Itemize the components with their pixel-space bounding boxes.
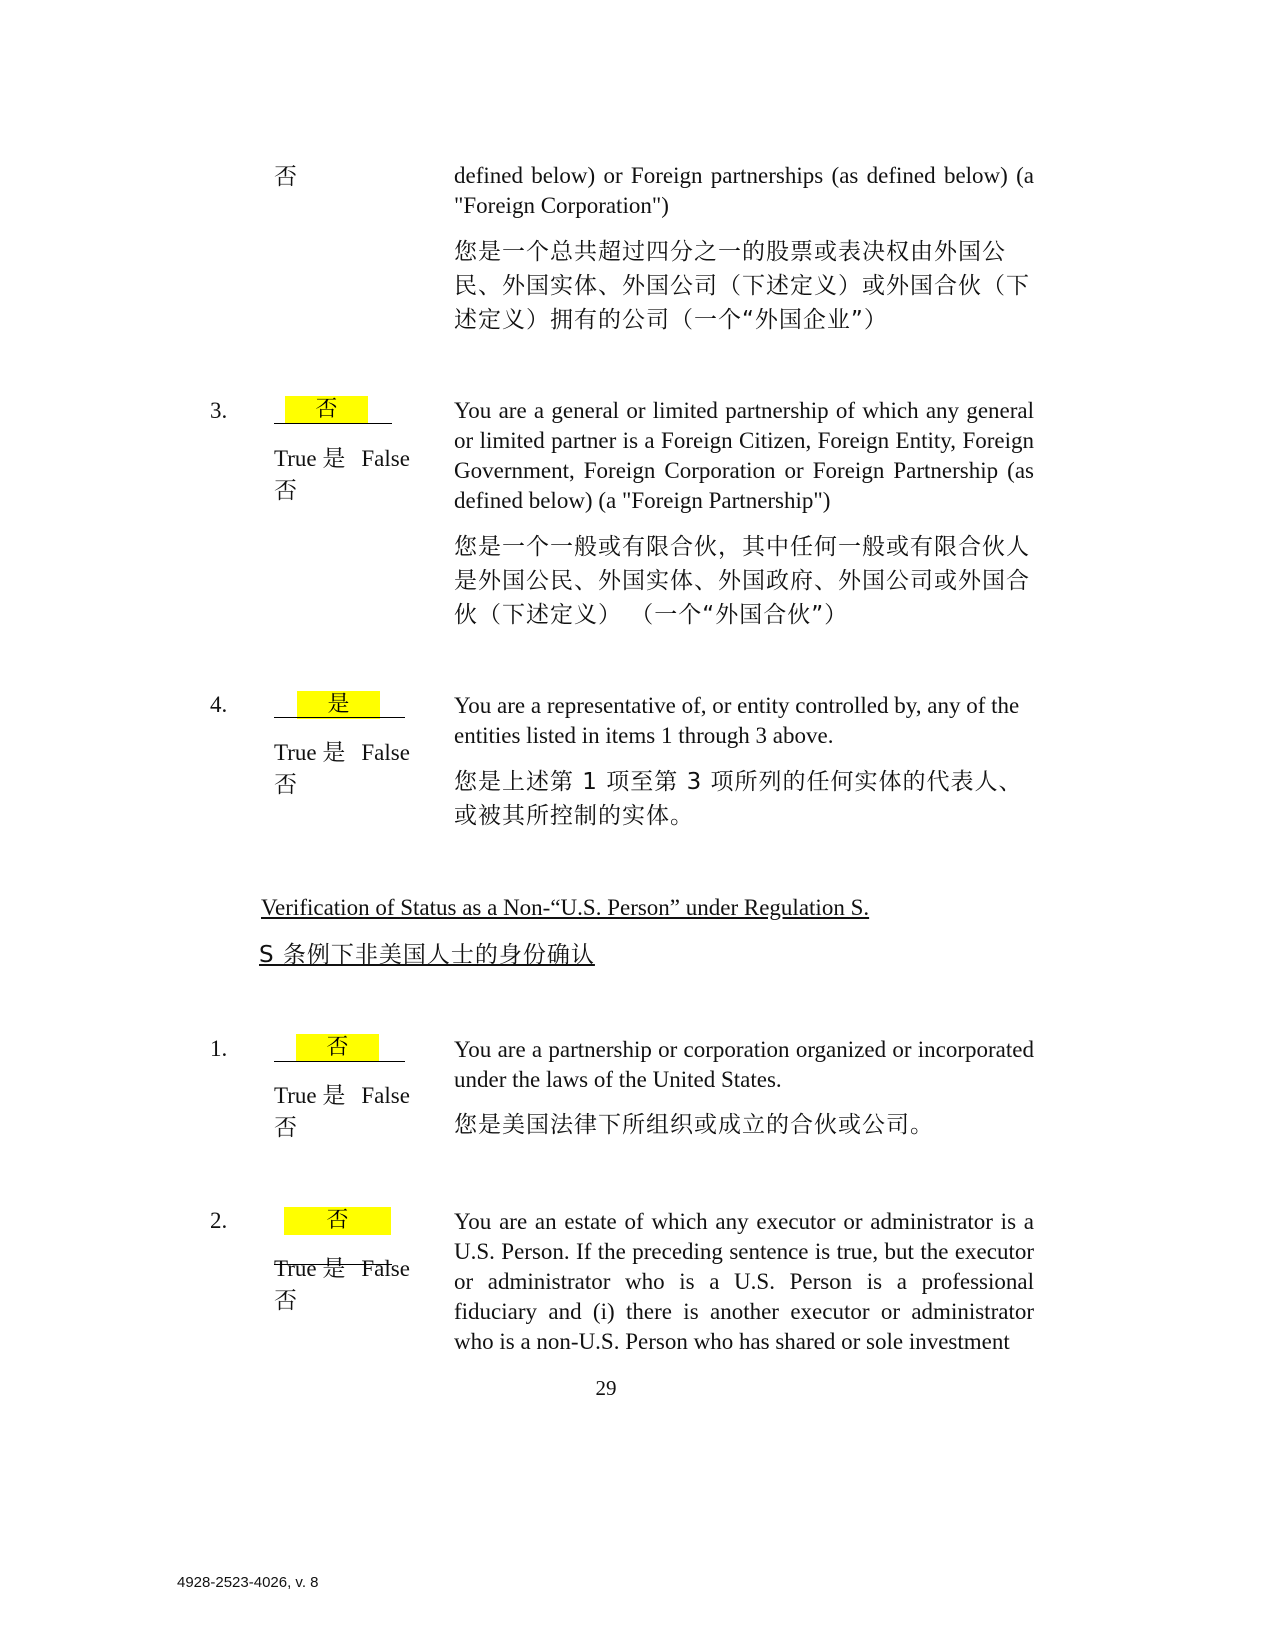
document-id: 4928-2523-4026, v. 8 <box>177 1574 319 1591</box>
item-en-text: You are a general or limited partnership of which any general or limited partner is a Foreign Citizen, Foreign Entity, Foreign Government, Foreign Corporation or Foreign Partnership (as defined below) (a "Foreign Partnership") <box>454 398 1034 513</box>
section-heading-zh: S 条例下非美国人士的身份确认 <box>259 942 595 968</box>
item-number: 1. <box>210 1036 228 1061</box>
true-label: True 是 <box>274 446 346 471</box>
item-zh-text: 您是美国法律下所组织或成立的合伙或公司。 <box>454 1112 934 1138</box>
answer-highlight[interactable]: 否 <box>296 1034 379 1062</box>
true-false-label <box>274 1080 434 1144</box>
item-en-text: You are an estate of which any executor or administrator is a U.S. Person. If the preceding sentence is true, but the executor or administrator who is a U.S. Person is a professional fiduciary and (i) there is another executor or administrator who is a non-U.S. Person who has shared or sole investment <box>454 1209 1034 1354</box>
item-en-text: You are a representative of, or entity controlled by, any of the entities listed in items 1 through 3 above. <box>454 693 1020 748</box>
true-label: True 是 <box>274 1256 346 1281</box>
true-label: True 是 <box>274 740 346 765</box>
item-zh-text: 您是一个一般或有限合伙，其中任何一般或有限合伙人是外国公民、外国实体、外国政府、外国公司或外国合伙（下述定义） （一个“外国合伙”） <box>454 534 1030 628</box>
answer-line <box>274 423 392 424</box>
top-en-text: defined below) or Foreign partnerships (as defined below) (a "Foreign Corporation") <box>454 163 1034 218</box>
false-label: False <box>361 446 410 471</box>
answer-line <box>274 717 405 718</box>
no-label: 否 <box>274 1115 297 1140</box>
answer-highlight[interactable]: 否 <box>284 1207 391 1235</box>
true-false-label <box>274 1253 434 1317</box>
no-label: 否 <box>274 772 297 797</box>
answer-highlight[interactable]: 否 <box>285 396 368 424</box>
page-number: 29 <box>595 1376 617 1400</box>
item-zh-text: 您是上述第 1 项至第 3 项所列的任何实体的代表人、或被其所控制的实体。 <box>454 769 1023 829</box>
item-number: 2. <box>210 1208 228 1233</box>
false-label: False <box>361 740 410 765</box>
section-heading-en: Verification of Status as a Non-“U.S. Person” under Regulation S. <box>261 895 870 920</box>
no-label: 否 <box>274 478 297 503</box>
true-false-label <box>274 737 434 801</box>
true-label: True 是 <box>274 1083 346 1108</box>
answer-highlight[interactable]: 是 <box>297 691 380 719</box>
item-number: 3. <box>210 398 228 423</box>
false-label: False <box>361 1083 410 1108</box>
top-zh-text: 您是一个总共超过四分之一的股票或表决权由外国公民、外国实体、外国公司（下述定义）或外国合伙（下述定义）拥有的公司（一个“外国企业”） <box>454 239 1030 333</box>
answer-line <box>274 1061 405 1062</box>
no-label: 否 <box>274 1288 297 1313</box>
false-label: False <box>361 1256 410 1281</box>
true-false-label <box>274 443 434 507</box>
item-number: 4. <box>210 692 228 717</box>
answer-line <box>274 1264 392 1265</box>
top-left-char: 否 <box>274 164 298 190</box>
item-en-text: You are a partnership or corporation organized or incorporated under the laws of the United States. <box>454 1037 1034 1092</box>
